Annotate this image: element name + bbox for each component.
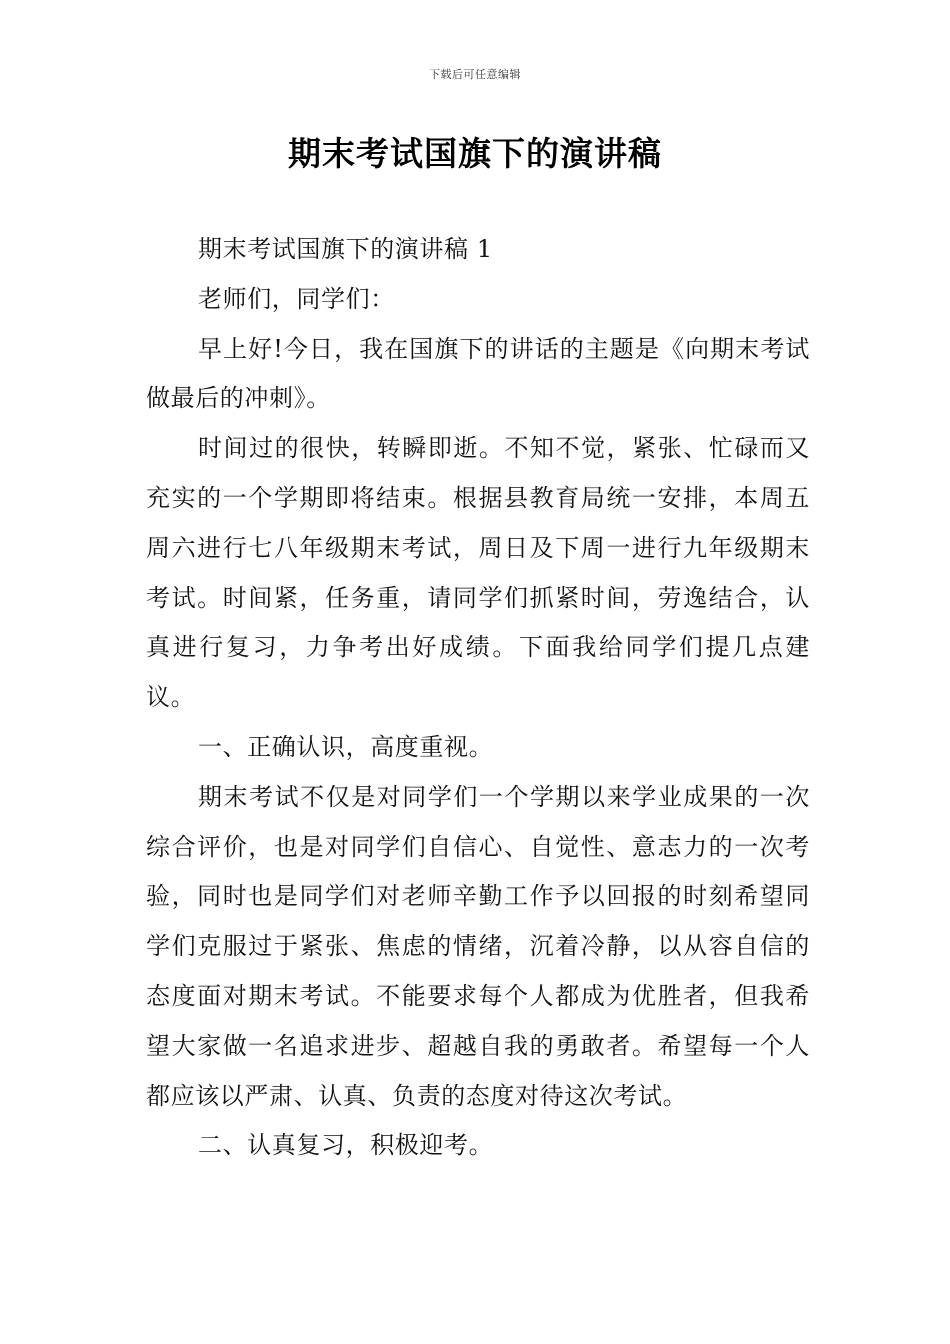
body-paragraph: 期末考试不仅是对同学们一个学期以来学业成果的一次综合评价，也是对同学们自信心、自觉性、意志力的一次考验，同时也是同学们对老师辛勤工作予以回报的时刻希望同学们克服过于紧张、焦虑的情绪，沉着冷静，以从容自信的态度面对期末考试。不能要求每个人都成为优胜者，但我希望大家做一名追求进步、超越自我的勇敢者。希望每一个人都应该以严肃、认真、负责的态度对待这次考试。 (146, 782, 810, 1110)
greeting-paragraph: 老师们，同学们： (198, 284, 395, 313)
section-heading-1: 一、正确认识，高度重视。 (198, 732, 494, 761)
document-body (146, 225, 810, 1171)
header-note: 下载后可任意编辑 (429, 68, 521, 81)
section-heading-2: 二、认真复习，积极迎考。 (198, 1131, 494, 1160)
subtitle-line: 期末考试国旗下的演讲稿 1 (198, 235, 493, 263)
body-paragraph: 时间过的很快，转瞬即逝。不知不觉，紧张、忙碌而又充实的一个学期即将结束。根据县教育局统一安排，本周五周六进行七八年级期末考试，周日及下周一进行九年级期末考试。时间紧，任务重，请同学们抓紧时间，劳逸结合，认真进行复习，力争考出好成绩。下面我给同学们提几点建议。 (146, 434, 810, 712)
document-title: 期末考试国旗下的演讲稿 (288, 134, 662, 173)
opening-paragraph: 早上好!今日，我在国旗下的讲话的主题是《向期末考试做最后的冲刺》。 (146, 334, 810, 413)
